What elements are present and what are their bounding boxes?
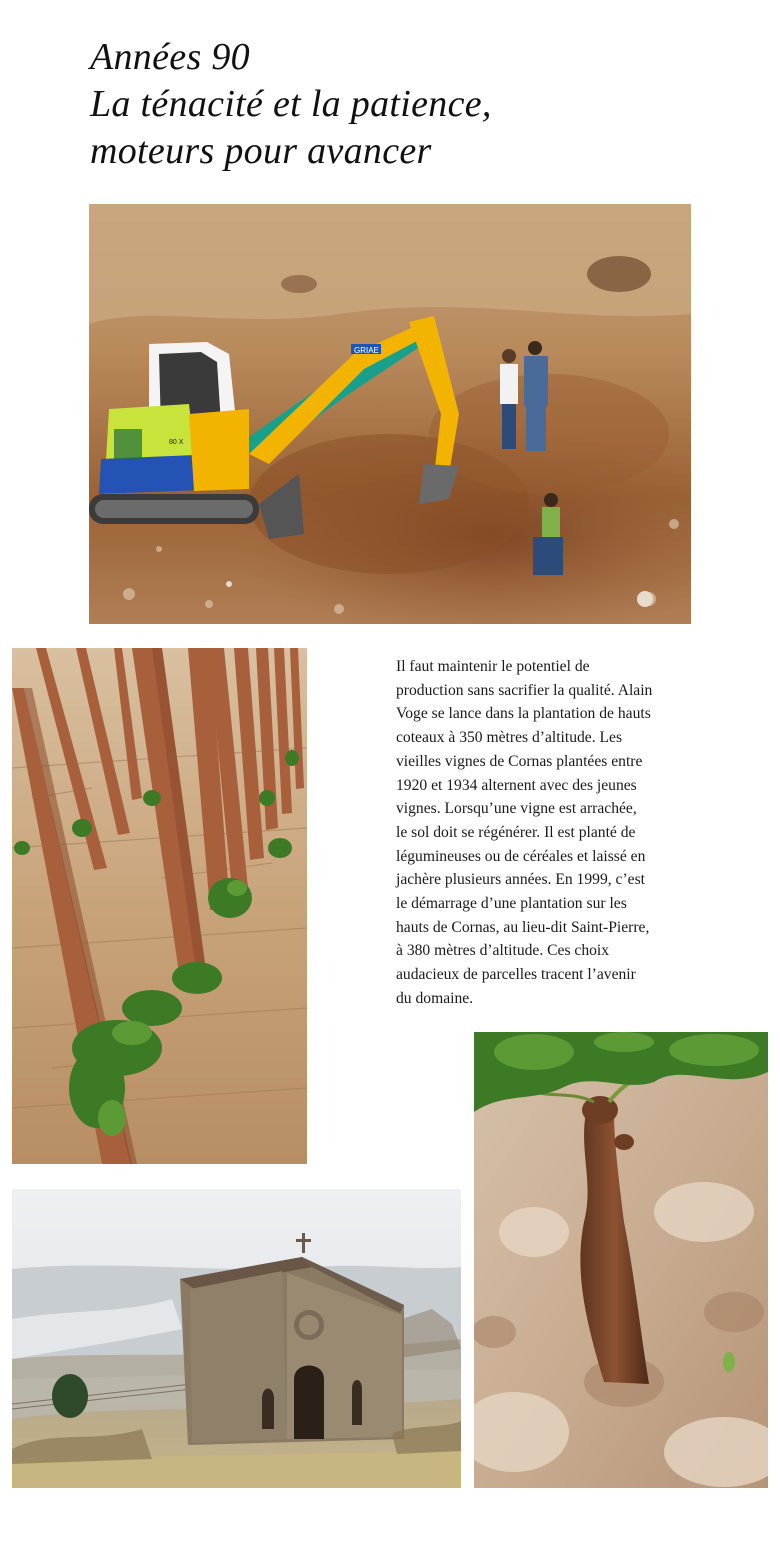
- body-line: hauts de Cornas, au lieu-dit Saint-Pierre,: [396, 918, 650, 936]
- page-title: [90, 34, 650, 175]
- body-line: production sans sacrifier la qualité. Alain: [396, 681, 653, 699]
- body-line: du domaine.: [396, 989, 474, 1007]
- excavator-cab-label: 80 X: [169, 439, 184, 446]
- excavator-illustration: [89, 204, 691, 624]
- vine-stakes-illustration: [12, 648, 307, 1164]
- title-line-1: La ténacité et la patience,: [90, 83, 492, 125]
- chapel-photo: [12, 1189, 461, 1488]
- chapel-illustration: [12, 1189, 461, 1488]
- body-line: légumineuses ou de céréales et laissé en: [396, 847, 646, 865]
- body-line: vignes. Lorsqu’une vigne est arrachée,: [396, 800, 637, 818]
- body-paragraph: [396, 655, 696, 1011]
- body-line: le sol doit se régénérer. Il est planté de: [396, 823, 636, 841]
- title-line-decade: Années 90: [90, 36, 250, 78]
- body-line: vieilles vignes de Cornas plantées entre: [396, 752, 643, 770]
- excavator-arm-label: GRIAE: [354, 346, 379, 355]
- body-line: le démarrage d’une plantation sur les: [396, 895, 627, 913]
- body-line: à 380 mètres d’altitude. Ces choix: [396, 942, 610, 960]
- body-line: 1920 et 1934 alternent avec des jeunes: [396, 776, 637, 794]
- body-line: Il faut maintenir le potentiel de: [396, 658, 590, 675]
- excavator-photo: [89, 204, 691, 624]
- vine-trunk-illustration: [474, 1032, 768, 1488]
- body-line: Voge se lance dans la plantation de hauts: [396, 705, 651, 723]
- body-line: coteaux à 350 mètres d’altitude. Les: [396, 729, 623, 747]
- vine-stakes-photo: [12, 648, 307, 1164]
- body-line: audacieux de parcelles tracent l’avenir: [396, 966, 636, 984]
- vine-trunk-photo: [474, 1032, 768, 1488]
- body-line: jachère plusieurs années. En 1999, c’est: [396, 871, 645, 889]
- title-line-2: moteurs pour avancer: [90, 130, 432, 172]
